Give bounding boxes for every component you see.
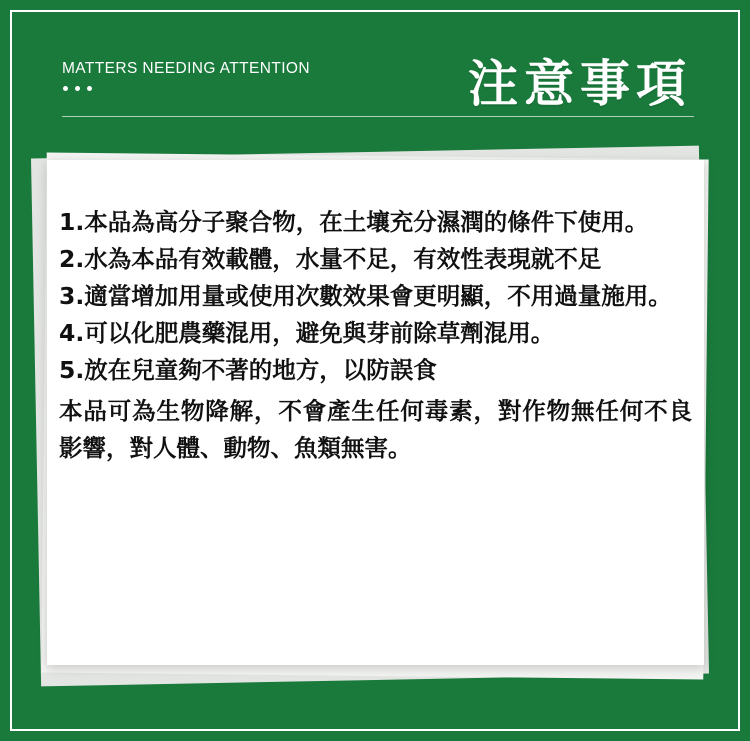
list-item: 4.可以化肥農藥混用，避免與芽前除草劑混用。 xyxy=(59,319,555,347)
closing-statement: 本品可為生物降解，不會產生任何毒素，對作物無任何不良影響，對人體、動物、魚類無害。 xyxy=(59,397,692,462)
dot-icon xyxy=(87,86,92,91)
list-item: 1.本品為高分子聚合物，在土壤充分濕潤的條件下使用。 xyxy=(59,208,649,236)
list-item: 5.放在兒童夠不著的地方，以防誤食 xyxy=(59,356,437,384)
header-english-title: MATTERS NEEDING ATTENTION xyxy=(62,60,310,77)
header-dots-decoration xyxy=(63,86,92,91)
list-item: 3.適當增加用量或使用次數效果會更明顯，不用過量施用。 xyxy=(59,282,672,310)
notice-card-content xyxy=(59,204,692,645)
dot-icon xyxy=(75,86,80,91)
header-chinese-title: 注意事項 xyxy=(468,55,692,113)
poster-header xyxy=(0,36,750,128)
header-divider xyxy=(62,116,694,117)
notice-card xyxy=(47,160,704,665)
dot-icon xyxy=(63,86,68,91)
list-item: 2.水為本品有效載體，水量不足，有效性表現就不足 xyxy=(59,245,602,273)
